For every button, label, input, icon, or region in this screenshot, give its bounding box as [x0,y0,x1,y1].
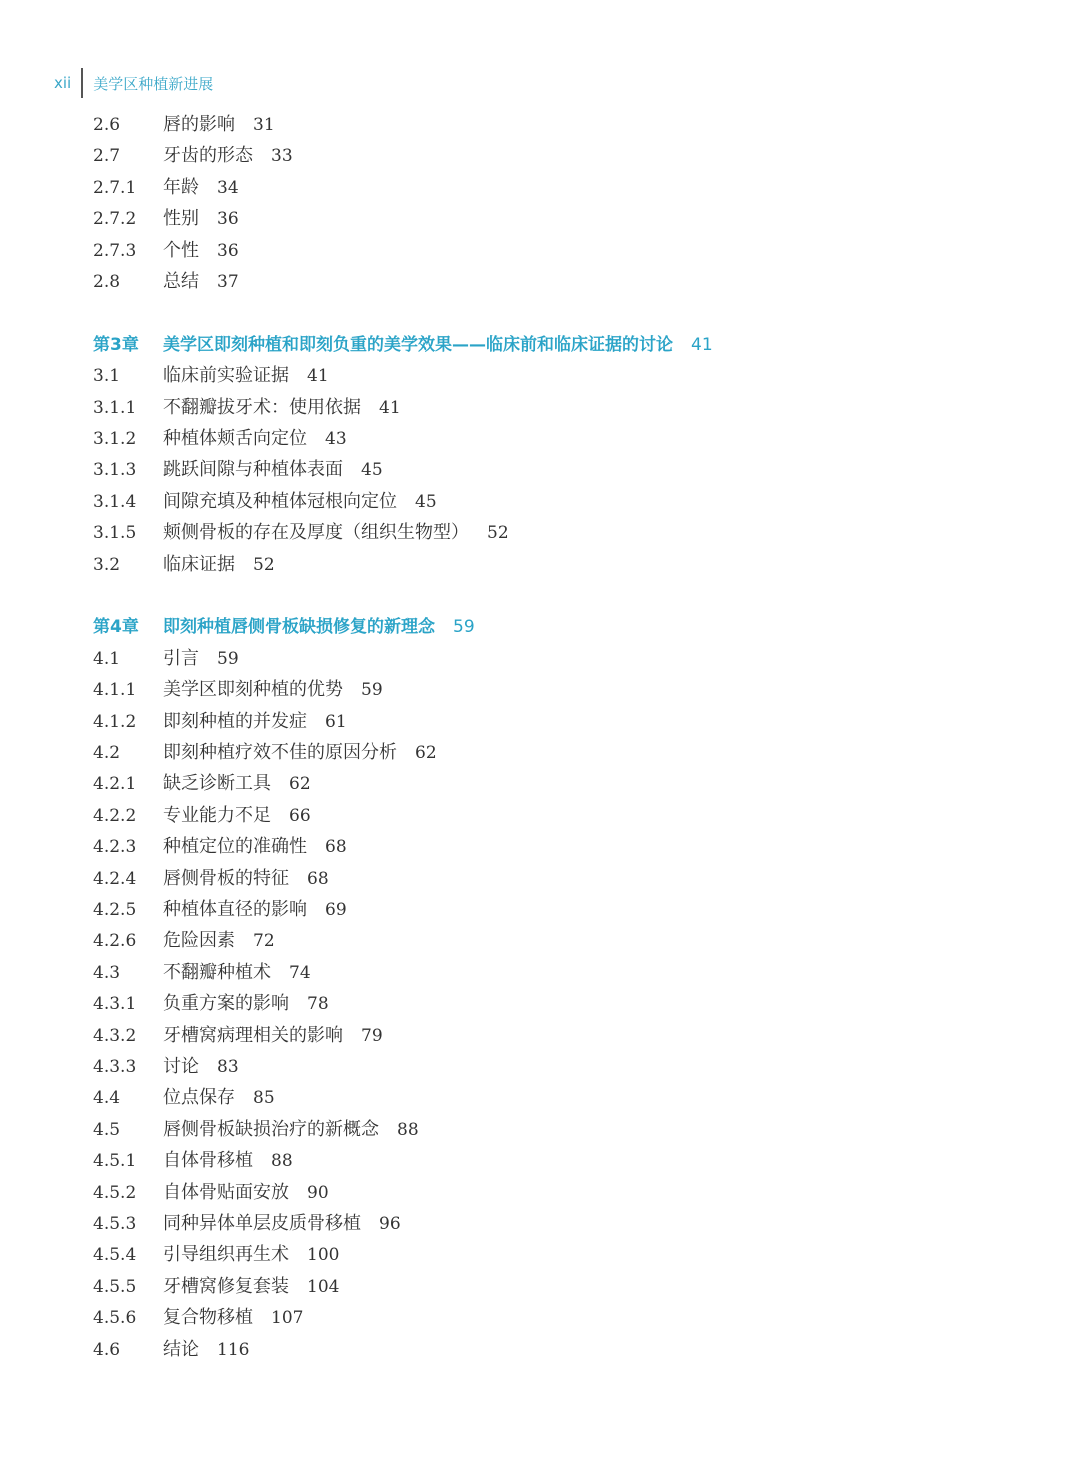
entry-number: 4.3 [93,962,121,983]
entry-number: 4.2.6 [93,931,137,952]
entry-title [163,960,311,986]
page-ref: 41 [379,397,401,418]
entry-number: 3.1.5 [93,523,137,544]
title-text: 个性 [163,239,199,261]
title-text: 跳跃间隙与种植体表面 [163,459,343,481]
entry-number: 2.7 [93,146,121,167]
entry-number: 2.7.2 [93,209,137,230]
entry-number: 4.5.4 [93,1245,137,1266]
entry-title [163,395,401,421]
title-text: 临床证据 [163,553,235,575]
entry-number: 4.2.1 [93,774,137,795]
page-ref: 41 [691,334,713,355]
entry-number: 4.2.3 [93,837,137,858]
entry-title [163,269,239,295]
page-ref: 74 [289,962,311,983]
chapter-number: 第4章 [93,617,139,638]
chapter-number: 第3章 [93,334,139,355]
entry-number: 4.6 [93,1339,121,1360]
entry-title [163,834,347,860]
title-text: 不翻瓣种植术 [163,961,271,983]
entry-title [163,709,347,735]
entry-title [163,1180,329,1206]
title-text: 专业能力不足 [163,804,271,826]
entry-number: 3.1.4 [93,491,137,512]
page-ref: 107 [271,1308,304,1329]
entry-title [163,489,437,515]
title-text: 缺乏诊断工具 [163,773,271,795]
entry-title [163,1337,249,1363]
page-ref: 61 [325,711,347,732]
entry-number: 4.4 [93,1088,121,1109]
chapter-title [163,332,713,358]
entry-title [163,1242,339,1268]
entry-number: 4.5.5 [93,1276,137,1297]
title-text: 即刻种植的并发症 [163,710,307,732]
title-text: 唇侧骨板缺损治疗的新概念 [163,1118,379,1140]
entry-number: 4.3.3 [93,1057,137,1077]
entry-title [163,646,239,672]
page-ref: 66 [289,805,311,826]
title-text: 年龄 [163,176,199,198]
title-text: 自体骨贴面安放 [163,1181,289,1203]
title-text: 唇侧骨板的特征 [163,867,289,889]
entry-title [163,928,275,954]
entry-title [163,866,329,892]
entry-title [163,1148,293,1174]
entry-title [163,803,311,829]
title-text: 危险因素 [163,930,235,952]
entry-number: 2.7.1 [93,177,137,198]
entry-number: 4.2.5 [93,900,137,920]
page-ref: 31 [253,115,275,135]
page-ref: 59 [453,617,475,638]
page-ref: 59 [217,648,239,669]
page-ref: 96 [379,1214,401,1234]
page-number: xii [54,74,72,92]
entry-title [163,740,437,766]
title-text: 唇的影响 [163,114,235,135]
page-ref: 37 [217,272,239,292]
entry-title [163,897,347,923]
entry-title [163,1305,303,1331]
entry-number: 3.1.2 [93,429,137,449]
page-ref: 88 [397,1119,419,1140]
page-ref: 78 [307,994,329,1015]
title-text: 牙齿的形态 [163,145,253,167]
page-ref: 45 [415,491,437,512]
page-ref: 100 [307,1245,340,1266]
entry-title [163,457,383,483]
entry-number: 4.5.6 [93,1308,137,1329]
page-ref: 85 [253,1088,275,1109]
entry-title [163,363,329,389]
entry-title [163,426,347,452]
entry-title [163,520,509,546]
title-text: 种植定位的准确性 [163,836,307,858]
entry-number: 2.8 [93,272,121,292]
entry-title [163,1085,275,1111]
page-header [54,68,213,98]
entry-number: 4.5.2 [93,1182,137,1203]
entry-title [163,771,311,797]
entry-number: 3.2 [93,554,121,575]
entry-number: 2.6 [93,115,121,135]
entry-title [163,552,275,578]
page-ref: 88 [271,1151,293,1172]
entry-title [163,143,293,169]
page-ref: 68 [325,837,347,858]
title-text: 即刻种植唇侧骨板缺损修复的新理念 [163,617,435,638]
page-ref: 104 [307,1276,340,1297]
page-ref: 69 [325,900,347,920]
chapter-title [163,614,475,640]
entry-title [163,1274,339,1300]
title-text: 不翻瓣拔牙术：使用依据 [163,396,361,418]
page-ref: 62 [415,743,437,763]
page-ref: 83 [217,1057,239,1077]
page-ref: 43 [325,429,347,449]
title-text: 即刻种植疗效不佳的原因分析 [163,742,397,763]
title-text: 间隙充填及种植体冠根向定位 [163,490,397,512]
entry-number: 4.2.4 [93,868,137,889]
entry-number: 4.5.3 [93,1214,137,1234]
title-text: 牙槽窝修复套装 [163,1275,289,1297]
page-ref: 62 [289,774,311,795]
entry-number: 3.1.1 [93,397,137,418]
page-ref: 52 [253,554,275,575]
entry-title [163,1211,401,1237]
entry-number: 4.1.1 [93,680,137,701]
title-text: 性别 [163,208,199,230]
entry-number: 3.1.3 [93,460,137,481]
entry-number: 4.5 [93,1119,121,1140]
title-text: 同种异体单层皮质骨移植 [163,1213,361,1234]
entry-title [163,1054,239,1080]
entry-number: 4.2.2 [93,805,137,826]
page-ref: 68 [307,868,329,889]
header-divider [81,68,83,98]
page-ref: 79 [361,1025,383,1046]
entry-title [163,238,239,264]
entry-title [163,1023,383,1049]
title-text: 引言 [163,647,199,669]
title-text: 位点保存 [163,1087,235,1109]
title-text: 复合物移植 [163,1307,253,1329]
page-ref: 90 [307,1182,329,1203]
title-text: 美学区即刻种植的优势 [163,679,343,701]
entry-title [163,991,329,1017]
title-text: 颊侧骨板的存在及厚度（组织生物型） [163,522,469,544]
entry-title [163,175,239,201]
title-text: 种植体直径的影响 [163,899,307,920]
page-ref: 72 [253,931,275,952]
entry-number: 4.1.2 [93,711,137,732]
page-ref: 45 [361,460,383,481]
title-text: 牙槽窝病理相关的影响 [163,1024,343,1046]
page-ref: 34 [217,177,239,198]
page-ref: 52 [487,523,509,544]
page-ref: 59 [361,680,383,701]
book-title: 美学区种植新进展 [93,74,214,93]
page-ref: 33 [271,146,293,167]
title-text: 种植体颊舌向定位 [163,428,307,449]
title-text: 总结 [163,271,199,292]
page-ref: 116 [217,1339,250,1360]
title-text: 结论 [163,1338,199,1360]
entry-title [163,677,383,703]
page-ref: 41 [307,366,329,387]
entry-number: 4.3.1 [93,994,137,1015]
title-text: 临床前实验证据 [163,365,289,387]
title-text: 美学区即刻种植和即刻负重的美学效果——临床前和临床证据的讨论 [163,334,673,355]
title-text: 负重方案的影响 [163,993,289,1015]
entry-number: 4.5.1 [93,1151,137,1172]
title-text: 讨论 [163,1056,199,1077]
entry-title [163,112,275,138]
entry-number: 4.3.2 [93,1025,137,1046]
entry-title [163,206,239,232]
entry-number: 2.7.3 [93,240,137,261]
page-ref: 36 [217,209,239,230]
title-text: 引导组织再生术 [163,1244,289,1266]
entry-number: 4.1 [93,648,121,669]
entry-title [163,1117,419,1143]
entry-number: 4.2 [93,743,121,763]
title-text: 自体骨移植 [163,1150,253,1172]
entry-number: 3.1 [93,366,121,387]
page-ref: 36 [217,240,239,261]
